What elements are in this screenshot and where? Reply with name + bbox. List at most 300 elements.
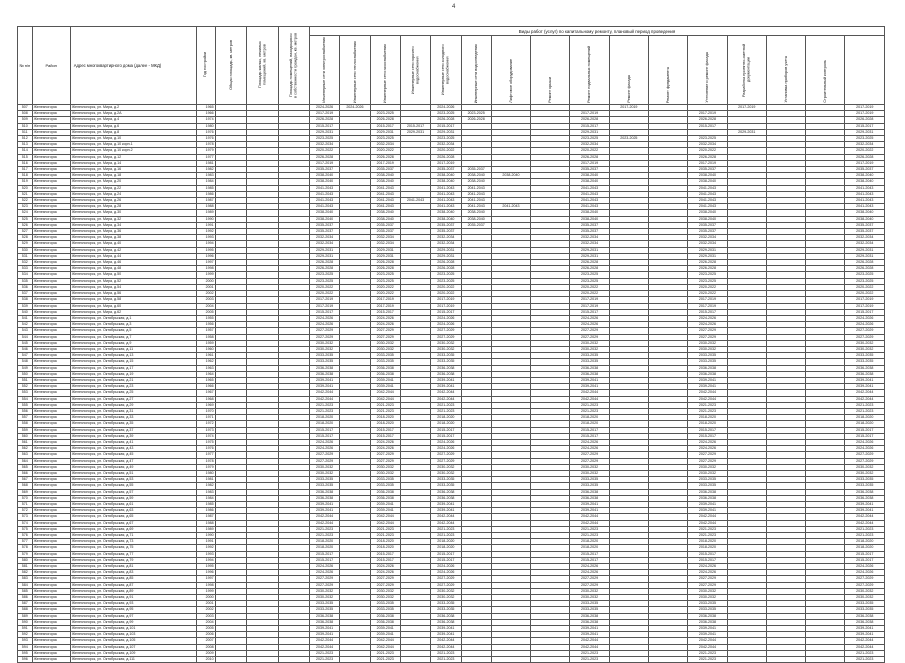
row-cell: 2035-2037 bbox=[370, 222, 400, 228]
header-col-16 bbox=[727, 36, 766, 105]
row-address: Железногорск, ул. Октябрьская, д.35 bbox=[70, 421, 196, 427]
row-district: Железногорск bbox=[32, 353, 70, 359]
row-cell: 2029-2031 bbox=[570, 129, 609, 135]
row-cell: 2017-2019 bbox=[309, 303, 339, 309]
row-cell: 2038-2040 bbox=[309, 216, 339, 222]
row-cell: 2036-2038 bbox=[688, 613, 727, 619]
row-district: Железногорск bbox=[32, 470, 70, 476]
row-address: Железногорск, ул. Мира, д.18 bbox=[70, 173, 196, 179]
row-cell: 2030-2032 bbox=[845, 464, 885, 470]
row-cell: 2042-2044 bbox=[688, 644, 727, 650]
row-cell: 2039-2041 bbox=[431, 502, 461, 508]
row-num: 554 bbox=[18, 396, 33, 402]
row-cell: 1956 bbox=[196, 322, 215, 328]
header-col-8-label: Инженерные сети холодного водоснабжения bbox=[441, 44, 450, 96]
row-cell: 2035-2037 bbox=[461, 222, 491, 228]
row-cell: 2042-2044 bbox=[370, 396, 400, 402]
row-cell: 1994 bbox=[196, 557, 215, 563]
row-address: Железногорск, ул. Октябрьская, д.93 bbox=[70, 601, 196, 607]
row-cell: 1975 bbox=[196, 439, 215, 445]
row-cell: 2027-2029 bbox=[845, 334, 885, 340]
row-district: Железногорск bbox=[32, 359, 70, 365]
row-cell: 2027-2029 bbox=[370, 328, 400, 334]
row-cell: 2027-2029 bbox=[570, 334, 609, 340]
row-cell: 1989 bbox=[196, 526, 215, 532]
row-cell: 2018-2020 bbox=[570, 415, 609, 421]
row-num: 507 bbox=[18, 105, 33, 111]
row-cell: 2027-2029 bbox=[688, 458, 727, 464]
row-cell: 2042-2044 bbox=[688, 514, 727, 520]
row-cell: 2026-2028 bbox=[570, 260, 609, 266]
row-cell: 2042-2044 bbox=[431, 638, 461, 644]
row-cell: 2030-2032 bbox=[370, 595, 400, 601]
row-cell: 2030-2032 bbox=[309, 346, 339, 352]
row-cell: 1976 bbox=[196, 129, 215, 135]
row-cell: 2026-2028 bbox=[570, 266, 609, 272]
row-num: 508 bbox=[18, 111, 33, 117]
row-cell: 2038-2040 bbox=[309, 179, 339, 185]
row-cell: 2024-2026 bbox=[570, 570, 609, 576]
row-cell: 2036-2038 bbox=[431, 365, 461, 371]
row-cell: 2041-2043 bbox=[461, 204, 491, 210]
row-cell: 2042-2044 bbox=[845, 644, 885, 650]
row-cell: 2021-2023 bbox=[431, 650, 461, 656]
row-cell: 2015-2017 bbox=[570, 427, 609, 433]
row-cell: 2027-2029 bbox=[370, 576, 400, 582]
row-cell: 1957 bbox=[196, 328, 215, 334]
row-cell: 2020-2022 bbox=[688, 291, 727, 297]
row-cell: 2039-2041 bbox=[431, 632, 461, 638]
row-cell: 2021-2023 bbox=[309, 408, 339, 414]
row-cell: 1992 bbox=[196, 545, 215, 551]
row-address: Железногорск, ул. Мира, д.46 bbox=[70, 260, 196, 266]
row-cell: 2032-2034 bbox=[845, 235, 885, 241]
row-num: 570 bbox=[18, 495, 33, 501]
row-cell: 2038-2040 bbox=[461, 210, 491, 216]
row-cell: 2036-2038 bbox=[688, 619, 727, 625]
row-cell: 2024-2026 bbox=[370, 564, 400, 570]
row-district: Железногорск bbox=[32, 632, 70, 638]
row-cell: 2018-2020 bbox=[431, 545, 461, 551]
row-cell: 2038-2040 bbox=[431, 173, 461, 179]
row-cell: 2041-2043 bbox=[431, 204, 461, 210]
row-address: Железногорск, ул. Октябрьская, д.53 bbox=[70, 477, 196, 483]
row-num: 537 bbox=[18, 291, 33, 297]
row-num: 513 bbox=[18, 142, 33, 148]
row-cell: 2024-2026 bbox=[309, 446, 339, 452]
row-cell: 2015-2017 bbox=[370, 551, 400, 557]
row-cell: 2026-2028 bbox=[688, 266, 727, 272]
row-num: 576 bbox=[18, 533, 33, 539]
row-cell: 2020-2022 bbox=[688, 148, 727, 154]
row-num: 547 bbox=[18, 353, 33, 359]
row-district: Железногорск bbox=[32, 390, 70, 396]
header-col-14 bbox=[649, 36, 688, 105]
row-cell: 2015-2017 bbox=[400, 123, 430, 129]
row-cell: 2026-2028 bbox=[688, 154, 727, 160]
row-cell: 2039-2041 bbox=[845, 508, 885, 514]
row-cell: 2038-2040 bbox=[461, 216, 491, 222]
row-num: 572 bbox=[18, 508, 33, 514]
row-cell: 2029-2031 bbox=[370, 253, 400, 259]
row-num: 573 bbox=[18, 514, 33, 520]
row-cell: 1982 bbox=[196, 483, 215, 489]
row-cell: 2032-2034 bbox=[431, 235, 461, 241]
row-cell: 2030-2032 bbox=[845, 340, 885, 346]
row-num: 531 bbox=[18, 253, 33, 259]
row-district: Железногорск bbox=[32, 260, 70, 266]
row-cell: 2023-2025 bbox=[845, 136, 885, 142]
row-district: Железногорск bbox=[32, 626, 70, 632]
row-cell: 2001 bbox=[196, 284, 215, 290]
row-cell: 2033-2035 bbox=[570, 359, 609, 365]
row-cell: 2017-2019 bbox=[845, 303, 885, 309]
row-district: Железногорск bbox=[32, 613, 70, 619]
row-num: 590 bbox=[18, 619, 33, 625]
row-cell: 2032-2034 bbox=[309, 241, 339, 247]
row-cell: 2027-2029 bbox=[309, 328, 339, 334]
row-district: Железногорск bbox=[32, 241, 70, 247]
row-cell: 2042-2044 bbox=[570, 638, 609, 644]
row-cell: 2027-2029 bbox=[370, 452, 400, 458]
row-cell: 2018-2020 bbox=[688, 545, 727, 551]
row-cell: 2018-2020 bbox=[845, 539, 885, 545]
row-cell: 1992 bbox=[196, 229, 215, 235]
row-address: Железногорск, ул. Октябрьская, д.45 bbox=[70, 452, 196, 458]
row-cell: 2030-2032 bbox=[370, 340, 400, 346]
row-cell: 2024-2026 bbox=[688, 322, 727, 328]
row-cell: 2020-2022 bbox=[570, 291, 609, 297]
row-cell: 2042-2044 bbox=[370, 520, 400, 526]
header-col-1 bbox=[215, 27, 246, 105]
row-cell: 1976 bbox=[196, 136, 215, 142]
row-cell: 2021-2023 bbox=[688, 657, 727, 663]
row-num: 515 bbox=[18, 154, 33, 160]
row-cell: 2033-2035 bbox=[370, 359, 400, 365]
row-cell: 1963 bbox=[196, 365, 215, 371]
row-cell: 2027-2029 bbox=[309, 576, 339, 582]
row-cell: 2041-2043 bbox=[688, 185, 727, 191]
row-district: Железногорск bbox=[32, 520, 70, 526]
row-cell: 2042-2044 bbox=[845, 638, 885, 644]
row-address: Железногорск, ул. Мира, д.28 bbox=[70, 204, 196, 210]
row-cell: 2035-2037 bbox=[845, 229, 885, 235]
row-address: Железногорск, ул. Мира, д.36 bbox=[70, 229, 196, 235]
row-cell: 1984 bbox=[196, 495, 215, 501]
row-cell: 2026-2028 bbox=[370, 266, 400, 272]
header-col-13-label: Ремонт фасада bbox=[626, 75, 631, 103]
row-cell: 2036-2038 bbox=[570, 489, 609, 495]
row-num: 552 bbox=[18, 384, 33, 390]
row-cell: 2039-2041 bbox=[845, 384, 885, 390]
row-cell: 2015-2017 bbox=[309, 309, 339, 315]
row-num: 533 bbox=[18, 266, 33, 272]
row-cell: 2023-2025 bbox=[688, 272, 727, 278]
header-col-14-label: Ремонт фундамента bbox=[665, 66, 670, 103]
capital-repair-register bbox=[17, 26, 885, 662]
row-cell: 2023-2025 bbox=[570, 278, 609, 284]
row-cell: 2038-2040 bbox=[461, 173, 491, 179]
row-cell: 2024-2026 bbox=[309, 570, 339, 576]
row-cell bbox=[215, 657, 246, 663]
row-address: Железногорск, ул. Мира, д.50 bbox=[70, 272, 196, 278]
row-cell: 2038-2040 bbox=[431, 216, 461, 222]
row-cell: 2030-2032 bbox=[688, 588, 727, 594]
row-cell: 2039-2041 bbox=[309, 626, 339, 632]
row-district: Железногорск bbox=[32, 477, 70, 483]
row-cell: 2015-2017 bbox=[845, 427, 885, 433]
row-cell: 2036-2038 bbox=[309, 613, 339, 619]
row-cell: 2018-2020 bbox=[688, 421, 727, 427]
row-cell: 2030-2032 bbox=[570, 595, 609, 601]
row-cell: 2021-2023 bbox=[431, 402, 461, 408]
row-address: Железногорск, ул. Октябрьская, д.33 bbox=[70, 415, 196, 421]
row-cell: 2026-2028 bbox=[845, 266, 885, 272]
row-cell: 2021-2023 bbox=[309, 402, 339, 408]
row-cell: 2017-2019 bbox=[370, 303, 400, 309]
row-cell: 2029-2031 bbox=[570, 253, 609, 259]
row-cell: 2024-2026 bbox=[845, 564, 885, 570]
row-district: Железногорск bbox=[32, 582, 70, 588]
header-col-1-label: Общая площадь, кв. метров bbox=[228, 40, 233, 90]
row-cell: 2027-2029 bbox=[570, 458, 609, 464]
row-cell: 2009 bbox=[196, 650, 215, 656]
row-cell: 2030-2032 bbox=[570, 340, 609, 346]
row-cell: 2017-2019 bbox=[688, 111, 727, 117]
row-cell: 2017-2019 bbox=[370, 160, 400, 166]
row-cell: 2020-2022 bbox=[845, 284, 885, 290]
row-num: 593 bbox=[18, 638, 33, 644]
row-address: Железногорск, ул. Октябрьская, д.91 bbox=[70, 595, 196, 601]
row-num: 516 bbox=[18, 160, 33, 166]
row-cell: 2030-2032 bbox=[688, 464, 727, 470]
row-cell: 2041-2043 bbox=[570, 191, 609, 197]
row-cell: 2018-2020 bbox=[431, 421, 461, 427]
row-cell: 2042-2044 bbox=[845, 520, 885, 526]
row-cell: 1984 bbox=[196, 179, 215, 185]
row-cell: 2017-2019 bbox=[431, 297, 461, 303]
row-cell: 2030-2032 bbox=[370, 470, 400, 476]
row-cell: 2041-2043 bbox=[491, 204, 530, 210]
row-cell: 2020-2022 bbox=[309, 284, 339, 290]
row-cell: 2017-2019 bbox=[570, 160, 609, 166]
header-col-10-label: Лифтовое оборудование bbox=[508, 59, 513, 103]
row-cell: 2017-2019 bbox=[845, 111, 885, 117]
row-cell: 2023-2025 bbox=[570, 136, 609, 142]
row-cell: 1994 bbox=[196, 241, 215, 247]
header-col-4-label: Инженерные сети электроснабжения bbox=[322, 37, 327, 103]
row-cell: 2041-2043 bbox=[570, 185, 609, 191]
row-address: Железногорск, ул. Мира, д.8 bbox=[70, 129, 196, 135]
row-cell: 2018-2020 bbox=[309, 539, 339, 545]
row-address: Железногорск, ул. Мира, д.44 bbox=[70, 253, 196, 259]
row-cell: 2042-2044 bbox=[570, 396, 609, 402]
row-cell: 2042-2044 bbox=[309, 644, 339, 650]
row-cell: 2039-2041 bbox=[370, 384, 400, 390]
row-cell: 2024-2026 bbox=[845, 315, 885, 321]
row-cell: 2036-2038 bbox=[431, 495, 461, 501]
row-address: Железногорск, ул. Октябрьская, д.65 bbox=[70, 514, 196, 520]
row-cell: 2023-2025 bbox=[309, 272, 339, 278]
row-cell: 2038-2040 bbox=[370, 179, 400, 185]
row-district: Железногорск bbox=[32, 595, 70, 601]
row-district: Железногорск bbox=[32, 346, 70, 352]
row-num: 539 bbox=[18, 303, 33, 309]
row-cell: 2036-2038 bbox=[845, 371, 885, 377]
row-cell: 1979 bbox=[196, 148, 215, 154]
row-num: 591 bbox=[18, 626, 33, 632]
row-address: Железногорск, ул. Октябрьская, д.99 bbox=[70, 619, 196, 625]
row-cell: 2021-2023 bbox=[431, 408, 461, 414]
header-col-10 bbox=[491, 36, 530, 105]
row-cell: 2018-2020 bbox=[370, 545, 400, 551]
row-cell: 2041-2043 bbox=[309, 198, 339, 204]
row-cell: 2042-2044 bbox=[370, 514, 400, 520]
row-num: 594 bbox=[18, 644, 33, 650]
row-cell: 2023-2025 bbox=[370, 111, 400, 117]
row-cell: 2018-2020 bbox=[370, 421, 400, 427]
row-cell: 2021-2023 bbox=[570, 402, 609, 408]
row-address: Железногорск, ул. Октябрьская, д.43 bbox=[70, 446, 196, 452]
row-num: 555 bbox=[18, 402, 33, 408]
row-address: Железногорск, ул. Октябрьская, д.75 bbox=[70, 545, 196, 551]
row-address: Железногорск, ул. Октябрьская, д.23 bbox=[70, 384, 196, 390]
row-cell: 2017-2019 bbox=[570, 303, 609, 309]
row-cell: 2024-2026 bbox=[309, 564, 339, 570]
row-district: Железногорск bbox=[32, 272, 70, 278]
row-cell: 2027-2029 bbox=[309, 452, 339, 458]
header-col-15-label: Утепление и ремонт фасада bbox=[705, 52, 710, 103]
row-address: Железногорск, ул. Октябрьская, д.87 bbox=[70, 582, 196, 588]
row-num: 569 bbox=[18, 489, 33, 495]
row-cell: 2042-2044 bbox=[431, 520, 461, 526]
row-district: Железногорск bbox=[32, 396, 70, 402]
row-cell: 2036-2038 bbox=[309, 619, 339, 625]
row-address: Железногорск, ул. Октябрьская, д.49 bbox=[70, 464, 196, 470]
row-cell: 2026-2028 bbox=[570, 154, 609, 160]
header-col-9-label: Инженерные сети водоотведения bbox=[473, 43, 478, 103]
row-cell: 2018-2020 bbox=[688, 539, 727, 545]
row-cell: 2026-2028 bbox=[309, 266, 339, 272]
row-cell: 1987 bbox=[196, 198, 215, 204]
row-cell: 2029-2031 bbox=[845, 253, 885, 259]
row-cell: 1965 bbox=[196, 105, 215, 111]
row-district: Железногорск bbox=[32, 167, 70, 173]
row-cell: 2033-2035 bbox=[845, 483, 885, 489]
row-num: 509 bbox=[18, 117, 33, 123]
row-cell: 2039-2041 bbox=[688, 502, 727, 508]
row-address: Железногорск, ул. Октябрьская, д.71 bbox=[70, 533, 196, 539]
row-num: 557 bbox=[18, 415, 33, 421]
row-cell: 2015-2017 bbox=[309, 427, 339, 433]
row-address: Железногорск, ул. Мира, д.60 bbox=[70, 303, 196, 309]
row-cell: 2003 bbox=[196, 613, 215, 619]
row-address: Железногорск, ул. Октябрьская, д.15 bbox=[70, 359, 196, 365]
row-cell: 2027-2029 bbox=[370, 458, 400, 464]
row-cell: 2024-2026 bbox=[570, 322, 609, 328]
row-cell: 2032-2034 bbox=[688, 235, 727, 241]
row-cell: 2021-2023 bbox=[309, 533, 339, 539]
row-cell: 2042-2044 bbox=[431, 390, 461, 396]
row-cell: 1993 bbox=[196, 551, 215, 557]
row-cell: 2036-2038 bbox=[845, 495, 885, 501]
row-num: 536 bbox=[18, 284, 33, 290]
row-district: Железногорск bbox=[32, 278, 70, 284]
row-cell: 2026-2028 bbox=[431, 266, 461, 272]
row-district: Железногорск bbox=[32, 315, 70, 321]
row-num: 534 bbox=[18, 272, 33, 278]
row-address: Железногорск, ул. Октябрьская, д.105 bbox=[70, 638, 196, 644]
row-address: Железногорск, ул. Мира, д.12 bbox=[70, 154, 196, 160]
row-cell bbox=[400, 657, 430, 663]
header-col-3-label: Площадь помещений, находящихся в собственности граждан, кв. метров bbox=[289, 32, 298, 98]
row-cell: 2033-2035 bbox=[845, 601, 885, 607]
row-cell: 2024-2026 bbox=[370, 322, 400, 328]
row-cell: 2010 bbox=[196, 657, 215, 663]
row-cell: 2039-2041 bbox=[370, 632, 400, 638]
row-cell: 2027-2029 bbox=[688, 328, 727, 334]
row-cell: 2024-2026 bbox=[845, 446, 885, 452]
row-cell: 2033-2035 bbox=[845, 359, 885, 365]
row-num: 561 bbox=[18, 439, 33, 445]
row-cell: 2036-2038 bbox=[570, 613, 609, 619]
row-cell: 2038-2040 bbox=[570, 173, 609, 179]
row-num: 586 bbox=[18, 595, 33, 601]
row-cell: 2018-2020 bbox=[309, 421, 339, 427]
row-cell: 2033-2035 bbox=[688, 601, 727, 607]
row-address: Железногорск, ул. Мира, д.2А bbox=[70, 111, 196, 117]
row-cell: 2033-2035 bbox=[845, 607, 885, 613]
row-address: Железногорск, ул. Октябрьская, д.79 bbox=[70, 557, 196, 563]
row-address: Железногорск, ул. Октябрьская, д.111 bbox=[70, 657, 196, 663]
row-num: 589 bbox=[18, 613, 33, 619]
row-cell: 2027-2029 bbox=[570, 452, 609, 458]
row-cell: 2042-2044 bbox=[688, 390, 727, 396]
row-cell: 2015-2017 bbox=[309, 123, 339, 129]
row-cell: 2041-2043 bbox=[845, 191, 885, 197]
row-cell: 2041-2043 bbox=[845, 198, 885, 204]
row-address: Железногорск, ул. Октябрьская, д.63 bbox=[70, 508, 196, 514]
row-cell: 2024-2026 bbox=[845, 439, 885, 445]
row-cell: 2033-2035 bbox=[688, 353, 727, 359]
row-cell: 2027-2029 bbox=[845, 458, 885, 464]
row-cell: 2038-2040 bbox=[370, 173, 400, 179]
row-cell: 2020-2022 bbox=[309, 291, 339, 297]
header-row-1 bbox=[18, 27, 885, 36]
row-cell: 2027-2029 bbox=[688, 334, 727, 340]
register-table bbox=[17, 26, 885, 663]
row-cell: 2024-2026 bbox=[431, 564, 461, 570]
row-cell: 2038-2040 bbox=[688, 210, 727, 216]
row-district: Железногорск bbox=[32, 601, 70, 607]
row-district: Железногорск bbox=[32, 433, 70, 439]
header-col-6-label: Инженерные сети газоснабжения bbox=[383, 44, 388, 103]
row-num: 595 bbox=[18, 650, 33, 656]
row-cell: 2038-2040 bbox=[845, 216, 885, 222]
row-district: Железногорск bbox=[32, 526, 70, 532]
row-cell: 2000 bbox=[196, 595, 215, 601]
row-cell: 2003 bbox=[196, 297, 215, 303]
row-cell: 2036-2038 bbox=[370, 613, 400, 619]
row-cell: 2033-2035 bbox=[309, 477, 339, 483]
row-cell: 2020-2022 bbox=[431, 284, 461, 290]
row-cell: 1987 bbox=[196, 514, 215, 520]
row-district: Железногорск bbox=[32, 576, 70, 582]
row-district: Железногорск bbox=[32, 303, 70, 309]
row-cell: 2024-2026 bbox=[688, 446, 727, 452]
row-cell: 2030-2032 bbox=[309, 588, 339, 594]
row-address: Железногорск, ул. Мира, д.10 корп.2 bbox=[70, 148, 196, 154]
